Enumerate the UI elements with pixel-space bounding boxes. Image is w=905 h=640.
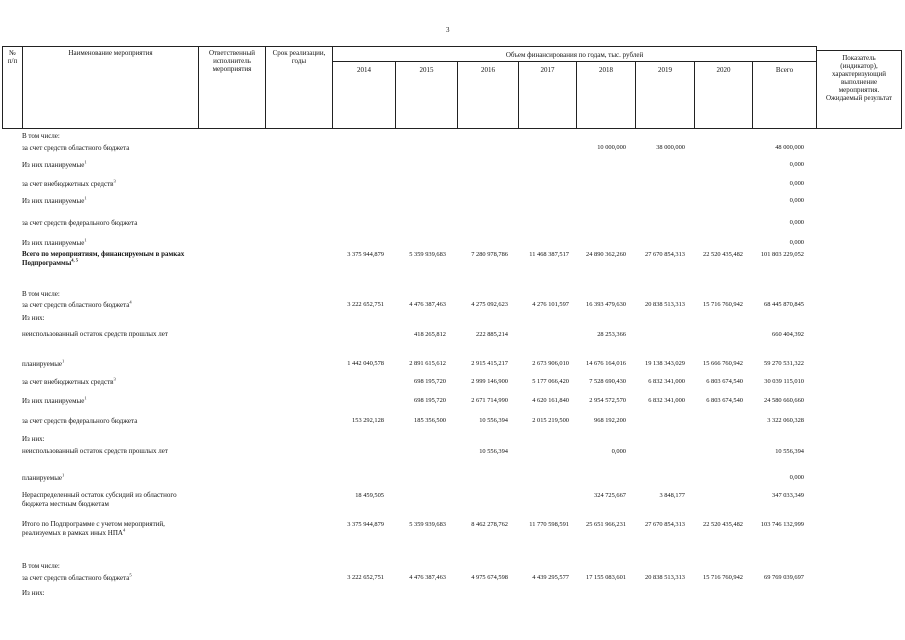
row-value: 2 891 615,612 [409,360,446,367]
header-term: Срок реализации, годы [272,49,326,65]
header-year-2020: 2020 [716,66,731,74]
row-value: 1 442 040,578 [347,360,384,367]
header-year-2018: 2018 [599,66,613,74]
row-value: 22 520 435,482 [703,251,743,258]
row-value: 3 848,177 [659,492,685,499]
row-value: 38 000,000 [656,144,685,151]
row-value: 28 253,366 [597,331,626,338]
row-value: 6 803 674,540 [706,397,743,404]
row-label: Из них планируемые$^1$ [22,395,87,405]
row-value: 24 580 660,660 [764,397,804,404]
row-value: 22 520 435,482 [703,521,743,528]
row-value: 0,000 [789,197,804,204]
footnote-mark: 1 [84,195,87,201]
row-value: 14 676 164,016 [586,360,626,367]
header-total: Всего [775,66,794,74]
row-value: 3 222 652,751 [347,301,384,308]
row-label: за счет средств областного бюджета$^5$ [22,572,132,582]
footnote-mark: 5 [129,572,132,578]
row-value: 4 275 092,623 [471,301,508,308]
row-value: 2 954 572,570 [589,397,626,404]
row-value: 101 803 229,052 [760,251,804,258]
row-value: 69 769 039,697 [764,574,804,581]
footnote-mark: 1 [84,237,87,243]
row-value: 698 195,720 [414,397,446,404]
row-value: 5 177 066,420 [532,378,569,385]
row-label: Нераспределенный остаток субсидий из областного бюджета местным бюджетам [22,491,177,508]
row-value: 48 000,000 [775,144,804,151]
row-value: 27 670 854,313 [645,521,685,528]
row-label: Всего по мероприятиям, финансируемым в рамках Подпрограммы$^{4, 5}$ [22,250,185,267]
page-number: 3 [446,26,450,34]
row-value: 24 890 362,260 [586,251,626,258]
footnote-mark: 4, 5 [71,257,79,263]
row-label: Из них: [22,589,45,597]
row-value: 2 915 415,217 [471,360,508,367]
row-value: 4 975 674,598 [471,574,508,581]
row-value: 5 359 939,683 [409,521,446,528]
row-value: 6 803 674,540 [706,378,743,385]
header-year-2019: 2019 [658,66,672,74]
row-value: 968 192,200 [594,417,626,424]
row-value: 27 670 854,313 [645,251,685,258]
row-value: 7 280 978,786 [471,251,508,258]
header-name: Наименование мероприятия [68,49,153,57]
footnote-mark: 3 [113,376,116,382]
row-label: неиспользованный остаток средств прошлых лет [22,447,168,455]
row-label: В том числе: [22,290,60,298]
row-value: 2 673 906,010 [532,360,569,367]
footnote-mark: 3 [113,178,116,184]
row-value: 15 666 760,942 [703,360,743,367]
row-label: В том числе: [22,562,60,570]
header-funding: Объем финансирования по годам, тыс. рублей [505,51,644,59]
row-value: 16 393 479,630 [586,301,626,308]
row-value: 4 276 101,597 [532,301,569,308]
footnote-mark: 1 [62,472,65,478]
row-value: 0,000 [611,448,626,455]
row-value: 3 322 060,328 [767,417,804,424]
row-value: 660 404,392 [772,331,804,338]
row-value: 8 462 278,762 [471,521,508,528]
row-value: 11 770 598,591 [529,521,569,528]
row-value: 59 270 531,322 [764,360,804,367]
row-label: за счет средств областного бюджета [22,144,130,152]
row-value: 3 222 652,751 [347,574,384,581]
row-value: 0,000 [789,219,804,226]
row-label: Из них: [22,314,45,322]
footnote-mark: 4 [129,299,132,305]
header-year-2017: 2017 [540,66,555,74]
row-value: 3 375 944,879 [347,521,384,528]
row-value: 19 138 343,029 [645,360,685,367]
table-header [2,46,902,128]
row-value: 0,000 [789,161,804,168]
row-value: 20 838 513,313 [645,301,685,308]
row-value: 0,000 [789,239,804,246]
row-value: 10 556,394 [479,417,508,424]
row-label: за счет внебюджетных средств$^3$ [22,178,116,188]
row-value: 10 556,394 [775,448,804,455]
row-value: 3 375 944,879 [347,251,384,258]
row-value: 6 832 341,000 [648,397,685,404]
footnote-mark: 4 [122,527,126,533]
row-value: 698 195,720 [414,378,446,385]
row-label: за счет средств областного бюджета$^4$ [22,299,132,309]
footnote-mark: 1 [84,159,87,165]
row-label: планируемые$^1$ [22,472,65,482]
footnote-mark: 1 [84,395,87,401]
row-value: 5 359 939,683 [409,251,446,258]
row-label: за счет средств федерального бюджета [22,219,138,227]
row-value: 418 265,812 [414,331,446,338]
row-label: за счет средств федерального бюджета [22,417,138,425]
row-value: 4 620 161,840 [532,397,569,404]
row-label: планируемые$^1$ [22,358,65,368]
header-year-2015: 2015 [419,66,434,74]
row-label: В том числе: [22,132,60,140]
row-value: 20 838 513,313 [645,574,685,581]
row-value: 2 671 714,990 [471,397,508,404]
row-value: 103 746 132,999 [760,521,804,528]
footnote-mark: 1 [62,358,65,364]
row-value: 2 015 219,500 [532,417,569,424]
row-value: 4 439 295,577 [532,574,569,581]
row-label: Итого по Подпрограмме с учетом мероприятий, реализуемых в рамках иных НПА$^4$ [22,520,165,537]
row-label: Из них планируемые$^1$ [22,159,87,169]
row-value: 4 476 387,463 [409,301,446,308]
row-value: 153 292,128 [352,417,384,424]
row-value: 10 000,000 [597,144,626,151]
row-value: 7 528 690,430 [589,378,626,385]
row-label: Из них: [22,435,45,443]
row-value: 347 033,349 [772,492,804,499]
row-value: 6 832 341,000 [648,378,685,385]
header-year-2016: 2016 [481,66,495,74]
row-label: Из них планируемые$^1$ [22,195,87,205]
row-value: 68 445 870,845 [764,301,804,308]
row-label: за счет внебюджетных средств$^3$ [22,376,116,386]
row-value: 4 476 387,463 [409,574,446,581]
header-indicator: Показатель (индикатор), характеризующий выполнение мероприятия. Ожидаемый результат [825,54,893,102]
row-value: 185 356,500 [414,417,446,424]
row-value: 25 651 966,231 [586,521,626,528]
row-value: 0,000 [789,180,804,187]
row-value: 18 459,505 [355,492,384,499]
header-num: № п/п [7,49,18,65]
header-responsible: Ответственный исполнитель мероприятия [208,49,256,73]
header-year-2014: 2014 [357,66,371,74]
row-value: 17 155 083,601 [586,574,626,581]
row-value: 11 468 387,517 [529,251,569,258]
row-value: 30 039 115,010 [764,378,804,385]
row-value: 10 556,394 [479,448,508,455]
row-label: неиспользованный остаток средств прошлых лет [22,330,168,338]
row-value: 2 999 146,900 [471,378,508,385]
row-value: 0,000 [789,474,804,481]
row-label: Из них планируемые$^1$ [22,237,87,247]
row-value: 15 716 760,942 [703,574,743,581]
row-value: 15 716 760,942 [703,301,743,308]
row-value: 324 725,667 [594,492,626,499]
row-value: 222 885,214 [476,331,508,338]
